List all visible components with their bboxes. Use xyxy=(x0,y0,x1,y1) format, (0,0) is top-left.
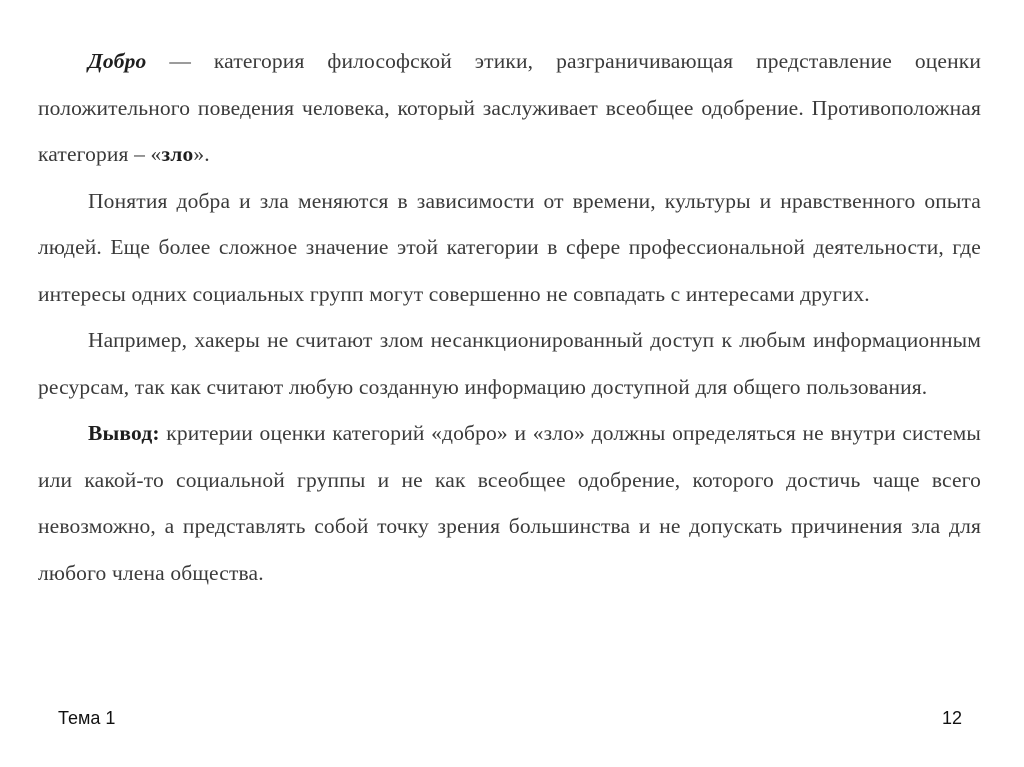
paragraph-definition xyxy=(38,38,981,178)
term-zlo: зло xyxy=(161,142,194,166)
definition-text: — категория философской этики, разграничивающая представление оценки положительного поведения человека, который заслуживает всеобщее одобрение. Противоположная категория – « xyxy=(38,49,981,166)
slide-body xyxy=(38,38,981,596)
paragraph-concepts: Понятия добра и зла меняются в зависимости от времени, культуры и нравственного опыта людей. Еще более сложное значение этой категории в сфере профессиональной деятельности, где интересы одних социальных групп могут совершенно не совпадать с интересами других. xyxy=(38,188,981,306)
conclusion-text: критерии оценки категорий «добро» и «зло» должны определяться не внутри системы или какой-то социальной группы и не как всеобщее одобрение, которого достичь чаще всего невозможно, а представлять собой точку зрения большинства и не допускать причинения зла для любого члена общества. xyxy=(38,421,981,585)
conclusion-label: Вывод: xyxy=(88,421,160,445)
definition-end: ». xyxy=(193,142,210,166)
paragraph-example: Например, хакеры не считают злом несанкционированный доступ к любым информационным ресурсам, так как считают любую созданную информацию доступной для общего пользования. xyxy=(38,328,981,399)
term-dobro: Добро xyxy=(88,49,147,73)
footer-topic: Тема 1 xyxy=(58,708,116,728)
page-number: 12 xyxy=(941,708,962,728)
paragraph-conclusion xyxy=(38,410,981,596)
